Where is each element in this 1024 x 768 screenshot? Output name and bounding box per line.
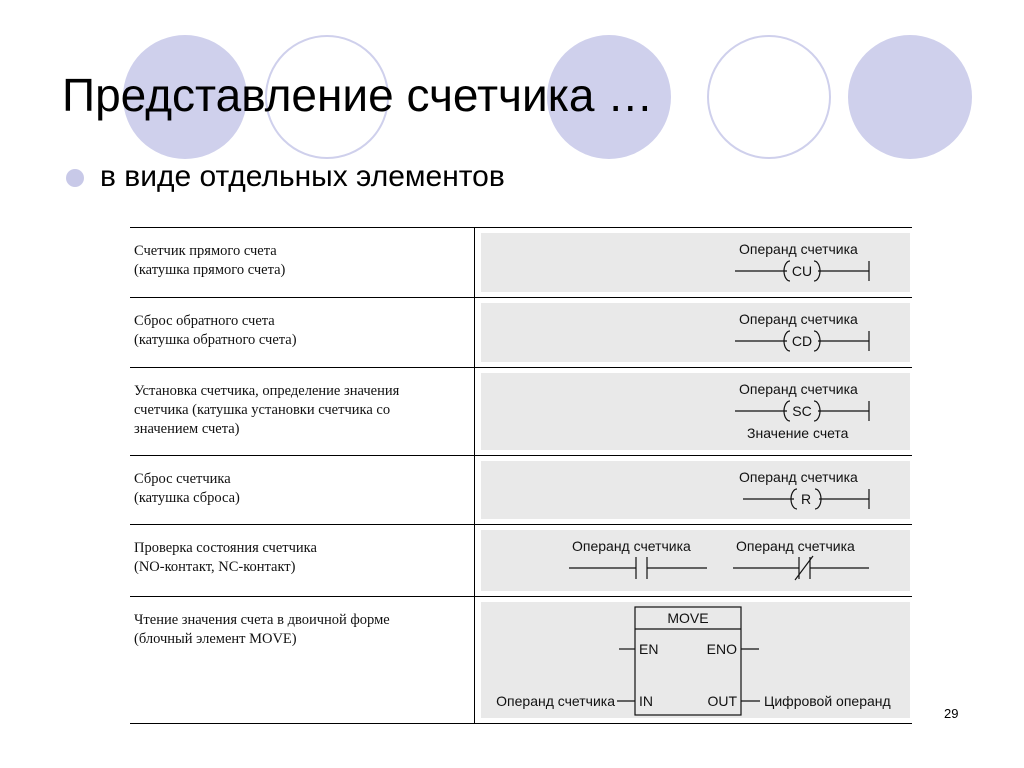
page-number: 29	[944, 706, 959, 721]
row-description	[130, 597, 475, 723]
eno-pin-label: ENO	[706, 641, 737, 657]
operand-label: Операнд счетчика	[739, 469, 858, 485]
operand-label: Операнд счетчика	[739, 381, 858, 397]
out-operand-label: Цифровой операнд	[764, 693, 891, 709]
description-line: Счетчик прямого счета	[134, 243, 277, 259]
sc-coil-symbol	[481, 373, 910, 450]
coil-label: CD	[791, 333, 813, 349]
symbol-cell	[475, 597, 912, 723]
row-description	[130, 368, 475, 455]
description-line: Проверка состояния счетчика	[134, 540, 317, 556]
coil-label: R	[800, 491, 812, 507]
out-pin-label: OUT	[707, 693, 737, 709]
en-pin-label: EN	[639, 641, 659, 657]
slide-title: Представление счетчика …	[62, 69, 654, 121]
decor-circle-4	[707, 35, 831, 159]
symbol-cell	[475, 298, 912, 367]
bullet-icon	[66, 169, 84, 187]
in-pin-label: IN	[639, 693, 653, 709]
contact-symbols	[481, 530, 910, 591]
description-line: Сброс обратного счета	[134, 313, 275, 329]
no-contact-operand-label: Операнд счетчика	[572, 538, 691, 554]
operand-label: Операнд счетчика	[739, 241, 858, 257]
description-line: значением счета)	[134, 421, 240, 437]
reset-coil-symbol	[481, 461, 910, 519]
row-description	[130, 525, 475, 596]
counter-elements-table	[130, 227, 912, 724]
table-row	[130, 368, 912, 456]
symbol-cell	[475, 228, 912, 297]
description-line: (NO-контакт, NC-контакт)	[134, 559, 296, 575]
symbol-cell	[475, 368, 912, 455]
table-row	[130, 228, 912, 298]
row-description	[130, 456, 475, 524]
symbol-cell	[475, 525, 912, 596]
description-line: Сброс счетчика	[134, 471, 231, 487]
table-row	[130, 525, 912, 597]
row-description	[130, 228, 475, 297]
table-row	[130, 456, 912, 525]
operand-label: Операнд счетчика	[739, 311, 858, 327]
coil-label: SC	[792, 403, 812, 419]
description-line: счетчика (катушка установки счетчика со	[134, 402, 391, 418]
nc-contact-operand-label: Операнд счетчика	[736, 538, 855, 554]
cu-coil-symbol	[481, 233, 910, 292]
table-row	[130, 298, 912, 368]
table-row	[130, 597, 912, 724]
symbol-cell	[475, 456, 912, 524]
row-description	[130, 298, 475, 367]
count-value-label: Значение счета	[747, 425, 849, 441]
description-line: (катушка прямого счета)	[134, 262, 286, 278]
description-line: Чтение значения счета в двоичной форме	[134, 612, 390, 628]
description-line: (катушка сброса)	[134, 490, 240, 506]
description-line: Установка счетчика, определение значения	[134, 383, 400, 399]
description-line: (блочный элемент MOVE)	[134, 631, 297, 647]
description-line: (катушка обратного счета)	[134, 332, 297, 348]
move-block-symbol	[481, 602, 910, 718]
decor-circle-5	[848, 35, 972, 159]
coil-label: CU	[791, 263, 813, 279]
cd-coil-symbol	[481, 303, 910, 362]
in-operand-label: Операнд счетчика	[496, 693, 615, 709]
bullet-text: в виде отдельных элементов	[100, 160, 505, 193]
move-block-title: MOVE	[667, 610, 709, 626]
